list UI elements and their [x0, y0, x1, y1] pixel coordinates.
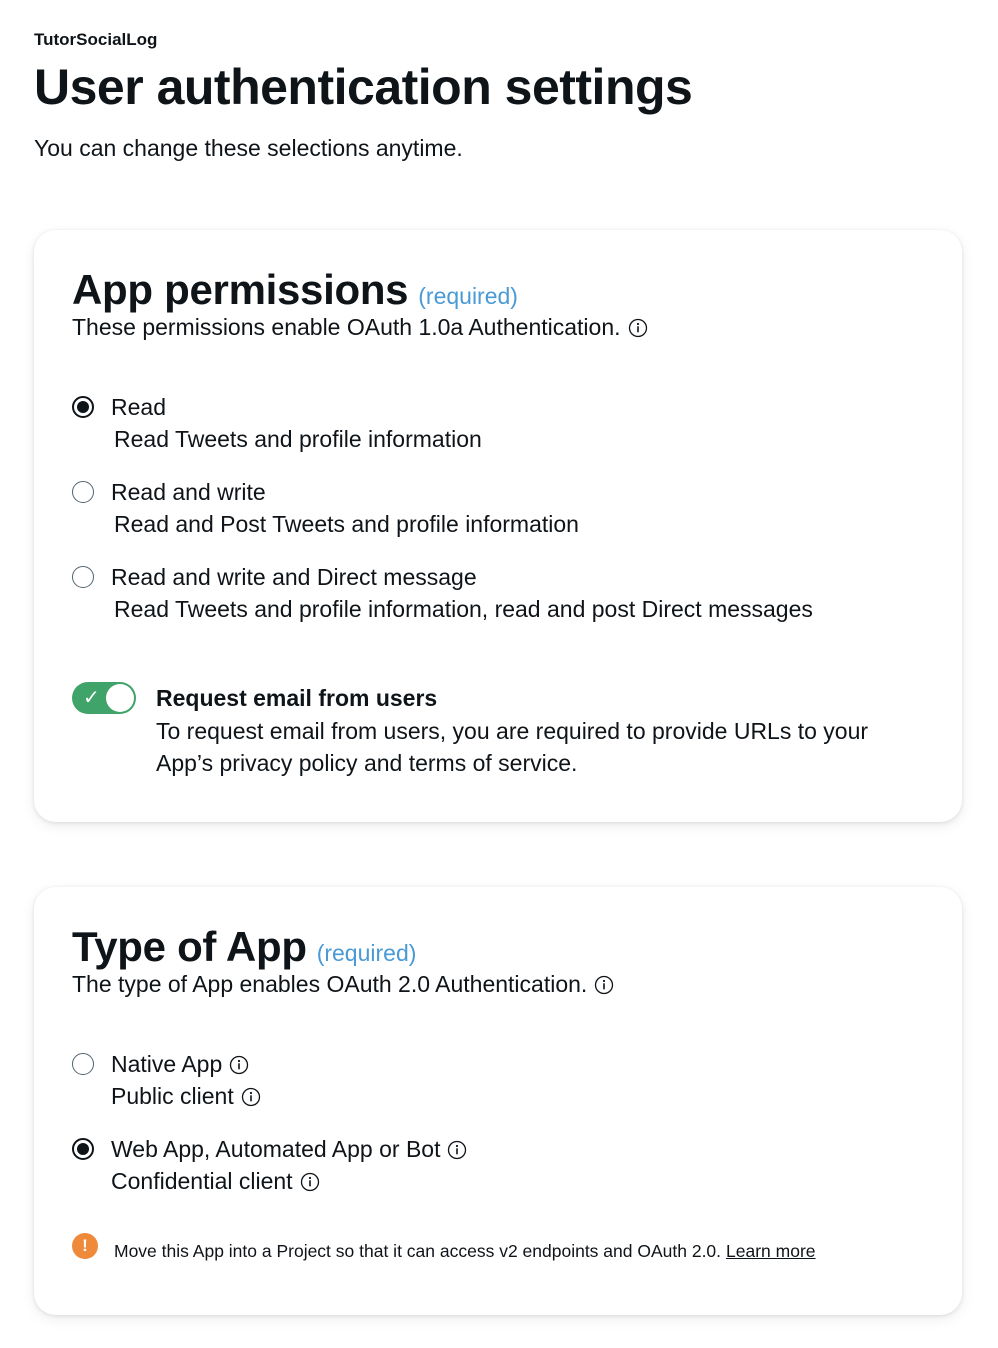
info-icon[interactable] — [628, 318, 648, 338]
app-type-option-label — [111, 1051, 249, 1078]
info-icon[interactable] — [241, 1087, 261, 1107]
request-email-title: Request email from users — [156, 685, 438, 711]
app-type-option-label-text: Native App — [111, 1051, 223, 1077]
radio-web-app[interactable] — [72, 1138, 94, 1160]
app-permissions-card — [34, 230, 962, 822]
app-type-option-label — [111, 1136, 467, 1163]
toggle-knob — [106, 684, 134, 712]
project-warning — [72, 1235, 816, 1262]
request-email-description: To request email from users, you are required to provide URLs to your App’s privacy policy and terms of service. — [156, 718, 869, 776]
permission-option-description: Read Tweets and profile information, read and post Direct messages — [114, 596, 813, 622]
request-email-toggle[interactable] — [72, 682, 136, 714]
learn-more-link[interactable]: Learn more — [726, 1241, 816, 1261]
permission-option-label: Read and write — [111, 479, 266, 505]
check-icon: ✓ — [83, 687, 100, 709]
app-permissions-heading — [72, 266, 518, 314]
page-subtitle: You can change these selections anytime. — [34, 135, 463, 161]
app-permissions-description-text: These permissions enable OAuth 1.0a Authentication. — [72, 314, 621, 340]
warning-text: Move this App into a Project so that it can access v2 endpoints and OAuth 2.0. — [114, 1241, 722, 1261]
required-label: (required) — [418, 283, 518, 309]
app-permissions-title: App permissions — [72, 266, 409, 313]
info-icon[interactable] — [447, 1140, 467, 1160]
app-type-option-description — [111, 1083, 261, 1110]
exclamation-icon: ! — [72, 1233, 98, 1259]
info-icon[interactable] — [229, 1055, 249, 1075]
radio-read-write[interactable] — [72, 481, 94, 503]
page-title: User authentication settings — [34, 59, 693, 115]
radio-native-app[interactable] — [72, 1053, 94, 1075]
permission-option-label: Read — [111, 394, 166, 420]
required-label: (required) — [316, 940, 417, 966]
permission-option-label: Read and write and Direct message — [111, 564, 477, 590]
type-of-app-heading — [72, 923, 416, 971]
type-of-app-description-text: The type of App enables OAuth 2.0 Authentication. — [72, 971, 588, 997]
radio-read[interactable] — [72, 396, 94, 418]
type-of-app-card — [34, 887, 962, 1315]
app-type-option-description — [111, 1168, 320, 1195]
app-type-option-description-text: Public client — [111, 1083, 234, 1109]
info-icon[interactable] — [300, 1172, 320, 1192]
app-type-option-label-text: Web App, Automated App or Bot — [111, 1136, 441, 1162]
type-of-app-title: Type of App — [72, 923, 307, 970]
app-permissions-description — [72, 314, 648, 341]
info-icon[interactable] — [594, 975, 614, 995]
permission-option-description: Read Tweets and profile information — [114, 426, 482, 452]
type-of-app-description — [72, 971, 614, 998]
app-type-option-description-text: Confidential client — [111, 1168, 293, 1194]
app-name: TutorSocialLog — [34, 30, 158, 49]
radio-read-write-dm[interactable] — [72, 566, 94, 588]
permission-option-description: Read and Post Tweets and profile information — [114, 511, 579, 537]
